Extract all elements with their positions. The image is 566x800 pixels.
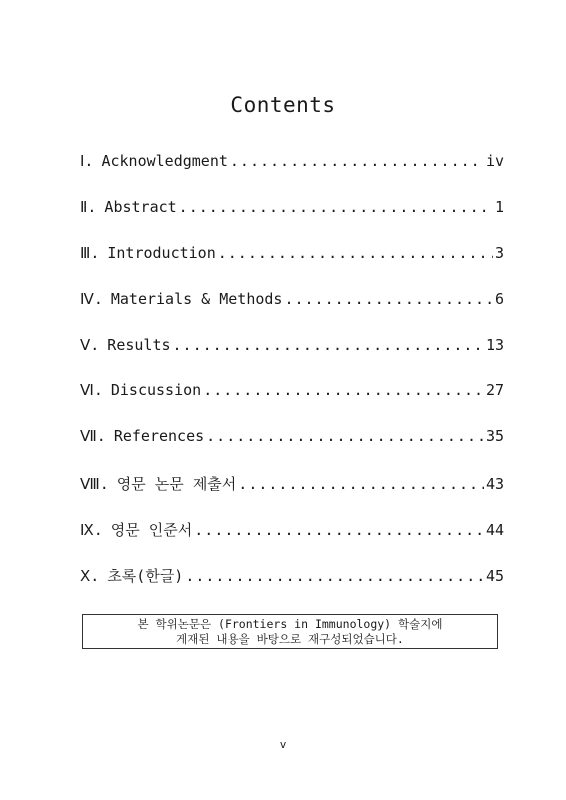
dot-leader bbox=[203, 381, 484, 399]
toc-entry-number: Ⅹ. bbox=[80, 567, 100, 586]
toc-entry-english-approval[interactable] bbox=[80, 519, 504, 565]
toc-entry-number: Ⅵ. bbox=[80, 381, 103, 400]
dot-leader bbox=[206, 427, 484, 445]
toc-entry-number: Ⅶ. bbox=[80, 427, 106, 446]
toc-entry-page: 27 bbox=[485, 381, 504, 400]
toc-entry-number: Ⅸ. bbox=[80, 521, 103, 540]
dot-leader bbox=[194, 521, 484, 539]
toc-entry-discussion[interactable] bbox=[80, 381, 504, 427]
toc-entry-label: Introduction bbox=[107, 243, 216, 262]
toc-entry-label: Abstract bbox=[104, 197, 177, 216]
publication-notice-box bbox=[82, 614, 498, 649]
toc-entry-abstract[interactable] bbox=[80, 198, 504, 244]
toc-entry-label: 초록(한글) bbox=[107, 567, 184, 586]
toc-entry-page: 45 bbox=[485, 567, 504, 586]
toc-entry-introduction[interactable] bbox=[80, 244, 504, 290]
toc-entry-label: References bbox=[113, 427, 205, 446]
toc-entry-page: 44 bbox=[485, 521, 504, 540]
toc-entry-materials-methods[interactable] bbox=[80, 290, 504, 336]
toc-entry-page: 6 bbox=[494, 289, 504, 308]
page-number: v bbox=[279, 738, 287, 751]
toc-entry-page: 13 bbox=[485, 335, 504, 354]
page-title: Contents bbox=[230, 93, 336, 117]
toc-entry-number: Ⅰ. bbox=[80, 152, 94, 170]
toc-entry-english-submission[interactable] bbox=[80, 473, 504, 519]
toc-entry-number: Ⅱ. bbox=[80, 197, 97, 216]
dot-leader bbox=[284, 290, 493, 308]
dot-leader bbox=[230, 152, 484, 170]
toc-entry-label: Discussion bbox=[110, 381, 202, 400]
notice-line: 본 학위논문은 (Frontiers in Immunology) 학술지에 bbox=[137, 617, 443, 631]
toc-entry-label: 영문 인준서 bbox=[110, 521, 193, 540]
toc-entry-number: Ⅴ. bbox=[80, 335, 100, 354]
toc-entry-korean-abstract[interactable] bbox=[80, 565, 504, 611]
dot-leader bbox=[218, 244, 493, 262]
toc-entry-label: Acknowledgment bbox=[101, 152, 228, 170]
toc-entry-page: 3 bbox=[494, 243, 504, 262]
toc-entry-label: 영문 논문 제출서 bbox=[116, 475, 237, 494]
dot-leader bbox=[185, 567, 484, 585]
toc-entry-page: iv bbox=[485, 152, 504, 170]
dot-leader bbox=[179, 198, 493, 216]
dot-leader bbox=[173, 336, 484, 354]
toc-entry-results[interactable] bbox=[80, 336, 504, 382]
toc-entry-number: Ⅷ. bbox=[80, 475, 109, 494]
table-of-contents bbox=[80, 152, 504, 611]
toc-entry-number: Ⅲ. bbox=[80, 243, 100, 262]
notice-line: 게재된 내용을 바탕으로 재구성되었습니다. bbox=[176, 632, 404, 646]
toc-entry-label: Results bbox=[107, 335, 171, 354]
toc-entry-page: 43 bbox=[485, 475, 504, 494]
toc-entry-page: 1 bbox=[494, 197, 504, 216]
toc-entry-references[interactable] bbox=[80, 427, 504, 473]
toc-entry-acknowledgment[interactable] bbox=[80, 152, 504, 198]
dot-leader bbox=[238, 475, 484, 493]
toc-entry-number: Ⅳ. bbox=[80, 289, 103, 308]
toc-entry-page: 35 bbox=[485, 427, 504, 446]
toc-entry-label: Materials & Methods bbox=[110, 289, 283, 308]
